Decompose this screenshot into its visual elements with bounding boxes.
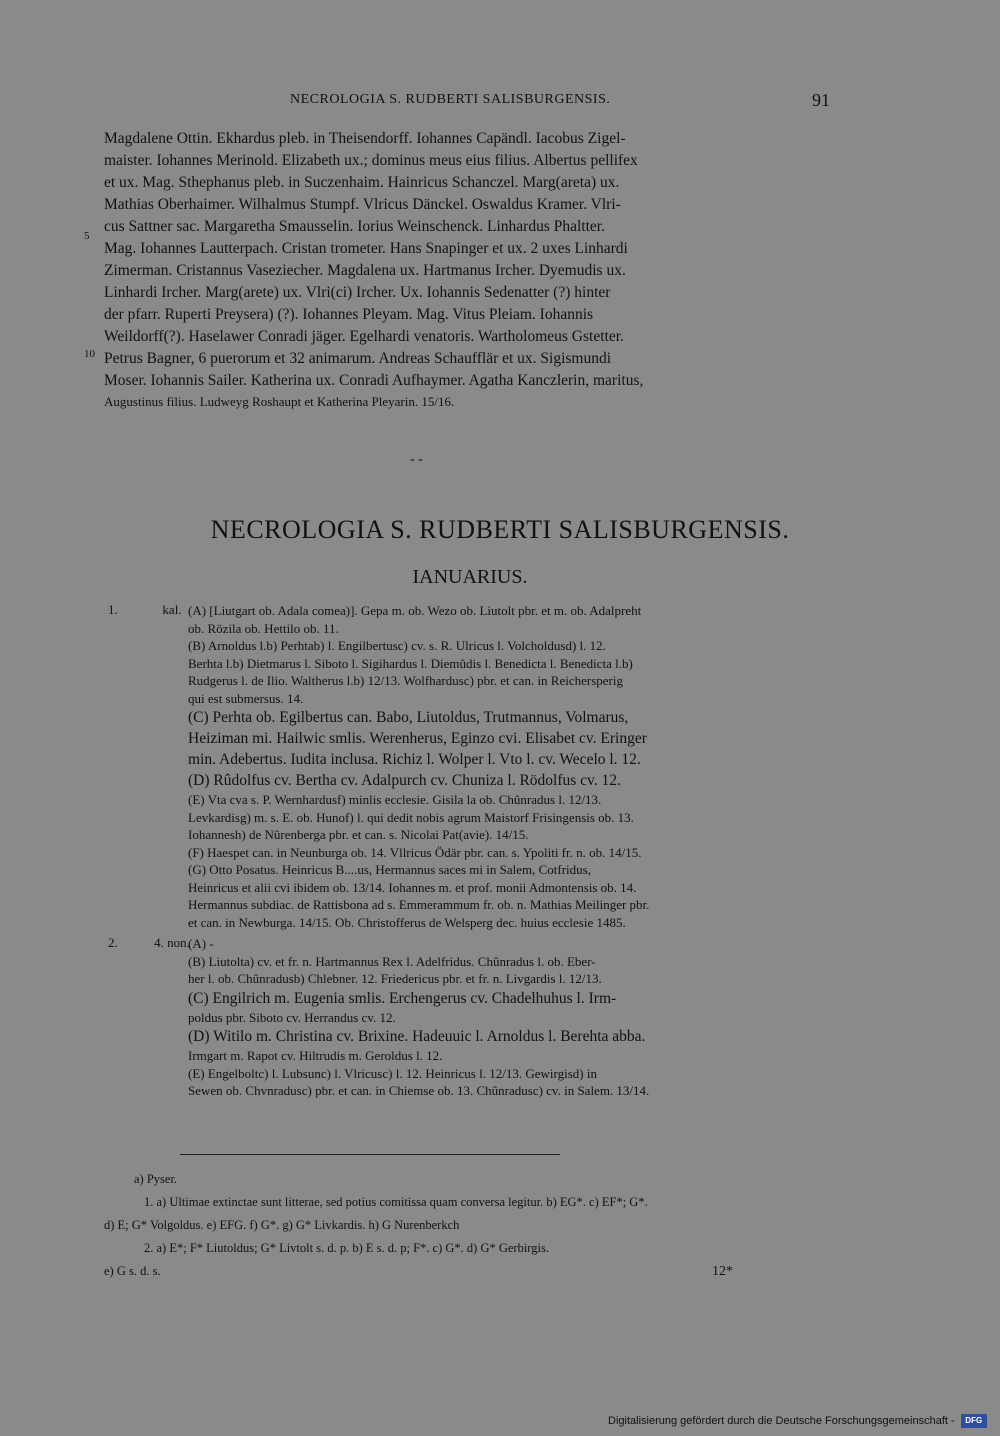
footnote-line: 2. a) E*; F* Liutoldus; G* Livtolt s. d. p. b) E s. d. p; F*. c) G*. d) G* Gerbirgis. bbox=[144, 1241, 549, 1255]
separator-dash: - - bbox=[410, 452, 423, 467]
footer-text: Digitalisierung gefördert durch die Deutsche Forschungsgemeinschaft - bbox=[608, 1414, 955, 1427]
entry-line: (B) Liutolta) cv. et fr. n. Hartmannus Rex l. Adelfridus. Chûnradus l. ob. Eber- bbox=[188, 953, 596, 969]
entry-line: poldus pbr. Siboto cv. Herrandus cv. 12. bbox=[188, 1009, 396, 1025]
entry-line: (C) Engilrich m. Eugenia smlis. Erchengerus cv. Chadelhuhus l. Irm- bbox=[188, 989, 617, 1007]
dfg-logo-icon: DFG bbox=[961, 1414, 987, 1428]
signature-mark: 12* bbox=[712, 1264, 733, 1279]
entry-line: ob. Rözila ob. Hettilo ob. 11. bbox=[188, 620, 339, 636]
line-number: 10 bbox=[84, 348, 95, 360]
text-line: Mag. Iohannes Lautterpach. Cristan trometer. Hans Snapinger et ux. 2 uxes Linhardi bbox=[104, 240, 628, 257]
entry-line: (F) Haespet can. in Neunburga ob. 14. Vllricus Ödär pbr. can. s. Ypoliti fr. n. ob. 14/15. bbox=[188, 844, 642, 860]
entry-line: et can. in Newburga. 14/15. Ob. Christofferus de Welsperg dec. huius ecclesie 1485. bbox=[188, 914, 626, 930]
necrology-entries bbox=[104, 602, 830, 1100]
entry-line: Levkardisg) m. s. E. ob. Hunof) l. qui dedit nobis agrum Maistorf Frisingensis ob. 13. bbox=[188, 809, 634, 825]
text-line: Mathias Oberhaimer. Wilhalmus Stumpf. Vlricus Dänckel. Oswaldus Kramer. Vlri- bbox=[104, 196, 621, 213]
entry-1 bbox=[104, 602, 830, 931]
text-line: cus Sattner sac. Margaretha Smausselin. Iorius Weinschenck. Linhardus Phaltter. bbox=[104, 218, 605, 235]
text-line: Petrus Bagner, 6 puerorum et 32 animarum. Andreas Schaufflär et ux. Sigismundi bbox=[104, 350, 612, 367]
entry-line: Berhta l.b) Dietmarus l. Siboto l. Sigihardus l. Diemûdis l. Benedicta l. Benedicta l.b) bbox=[188, 655, 633, 671]
entry-line: Heinricus et alii cvi ibidem ob. 13/14. Iohannes m. et prof. monii Admontensis ob. 14. bbox=[188, 879, 637, 895]
text-line: der pfarr. Ruperti Preysera) (?). Iohannes Pleyam. Mag. Vitus Pleiam. Iohannis bbox=[104, 306, 594, 323]
text-line: Moser. Iohannis Sailer. Katherina ux. Conradi Aufhaymer. Agatha Kanczlerin, maritus, bbox=[104, 372, 644, 389]
entry-2 bbox=[104, 935, 830, 1100]
digitization-footer bbox=[608, 1414, 987, 1428]
text-line: maister. Iohannes Merinold. Elizabeth ux.; dominus meus eius filius. Albertus pellifex bbox=[104, 152, 638, 169]
continuation-paragraph bbox=[104, 128, 830, 411]
month-heading: IANUARIUS. bbox=[412, 566, 528, 588]
entry-line: (E) Engelboltc) l. Lubsunc) l. Vlricusc) l. 12. Heinricus l. 12/13. Gewirgisd) in bbox=[188, 1065, 597, 1081]
entry-line: qui est submersus. 14. bbox=[188, 690, 304, 706]
footnote-line: 1. a) Ultimae extinctae sunt litterae, sed potius comitissa quam conversa legitur. b) EG*. c) EF*; G*. bbox=[144, 1195, 648, 1209]
entry-line: (D) Rûdolfus cv. Bertha cv. Adalpurch cv. Chuniza l. Rödolfus cv. 12. bbox=[188, 772, 621, 789]
entry-line: (E) Vta cva s. P. Wernhardusf) minlis ecclesie. Gisila la ob. Chûnradus l. 12/13. bbox=[188, 792, 602, 807]
footnote-line: d) E; G* Volgoldus. e) EFG. f) G*. g) G* Livkardis. h) G Nurenberkch bbox=[104, 1218, 460, 1232]
running-head bbox=[0, 92, 1000, 112]
entry-line: (D) Witilo m. Christina cv. Brixine. Hadeuuic l. Arnoldus l. Berehta abba. bbox=[188, 1028, 646, 1045]
section-title: NECROLOGIA S. RUDBERTI SALISBURGENSIS. bbox=[210, 515, 790, 544]
text-line: Magdalene Ottin. Ekhardus pleb. in Theisendorff. Iohannes Capändl. Iacobus Zigel- bbox=[104, 130, 626, 147]
entry-line: (A) - bbox=[188, 936, 214, 951]
line-number: 5 bbox=[84, 230, 90, 242]
entry-line: her l. ob. Chûnradusb) Chlebner. 12. Friedericus pbr. et fr. n. Livgardis l. 12/13. bbox=[188, 971, 602, 986]
footnote-separator bbox=[180, 1154, 560, 1155]
entry-line: Irmgart m. Rapot cv. Hiltrudis m. Geroldus l. 12. bbox=[188, 1048, 443, 1063]
entry-line: (A) [Liutgart ob. Adala comea)]. Gepa m. ob. Wezo ob. Liutolt pbr. et m. ob. Adalpreht bbox=[188, 603, 642, 618]
entry-line: Rudgerus l. de Ilio. Waltherus l.b) 12/13. Wolfhardusc) pbr. et can. in Reichersperig bbox=[188, 673, 623, 688]
footnote-line: e) G s. d. s. bbox=[104, 1264, 161, 1278]
entry-date: kal. bbox=[162, 602, 182, 617]
entry-line: (C) Perhta ob. Egilbertus can. Babo, Liutoldus, Trutmannus, Volmarus, bbox=[188, 709, 629, 726]
entry-line: Heiziman mi. Hailwic smlis. Werenherus, Eginzo cvi. Elisabet cv. Eringer bbox=[188, 730, 647, 747]
text-line: Augustinus filius. Ludweyg Roshaupt et Katherina Pleyarin. 15/16. bbox=[104, 394, 455, 409]
text-line: Weildorff(?). Haselawer Conradi jäger. Egelhardi venatoris. Wartholomeus Gstetter. bbox=[104, 328, 624, 345]
text-line: et ux. Mag. Sthephanus pleb. in Suczenhaim. Hainricus Schanczel. Marg(areta) ux. bbox=[104, 174, 620, 191]
entry-line: (G) Otto Posatus. Heinricus B....us, Hermannus saces mi in Salem, Cotfridus, bbox=[188, 862, 591, 877]
entry-date: 4. non. bbox=[154, 935, 190, 950]
entry-line: min. Adebertus. Iudita inclusa. Richiz l. Wolper l. Vto l. cv. Wecelo l. 12. bbox=[188, 751, 641, 768]
entry-line: (B) Arnoldus l.b) Perhtab) l. Engilbertusc) cv. s. R. Ulricus l. Volcholdusd) l. 12. bbox=[188, 638, 606, 653]
entry-number: 2. bbox=[108, 935, 118, 950]
footnote-line: a) Pyser. bbox=[134, 1172, 178, 1186]
entry-number: 1. bbox=[108, 602, 118, 617]
running-head-title: NECROLOGIA S. RUDBERTI SALISBURGENSIS. bbox=[290, 92, 611, 107]
text-line: Zimerman. Cristannus Vaseziecher. Magdalena ux. Hartmanus Ircher. Dyemudis ux. bbox=[104, 262, 626, 279]
entry-line: Sewen ob. Chvnradusc) pbr. et can. in Chiemse ob. 13. Chûnradusc) cv. in Salem. 13/14. bbox=[188, 1083, 650, 1098]
text-line: Linhardi Ircher. Marg(arete) ux. Vlri(ci) Ircher. Ux. Iohannis Sedenatter (?) hinter bbox=[104, 284, 611, 301]
entry-line: Iohannesh) de Nûrenberga pbr. et can. s. Nicolai Pat(avie). 14/15. bbox=[188, 827, 529, 842]
entry-line: Hermannus subdiac. de Rattisbona ad s. Emmerammum fr. ob. n. Mathias Meilinger pbr. bbox=[188, 897, 650, 912]
page-number: 91 bbox=[812, 90, 830, 110]
